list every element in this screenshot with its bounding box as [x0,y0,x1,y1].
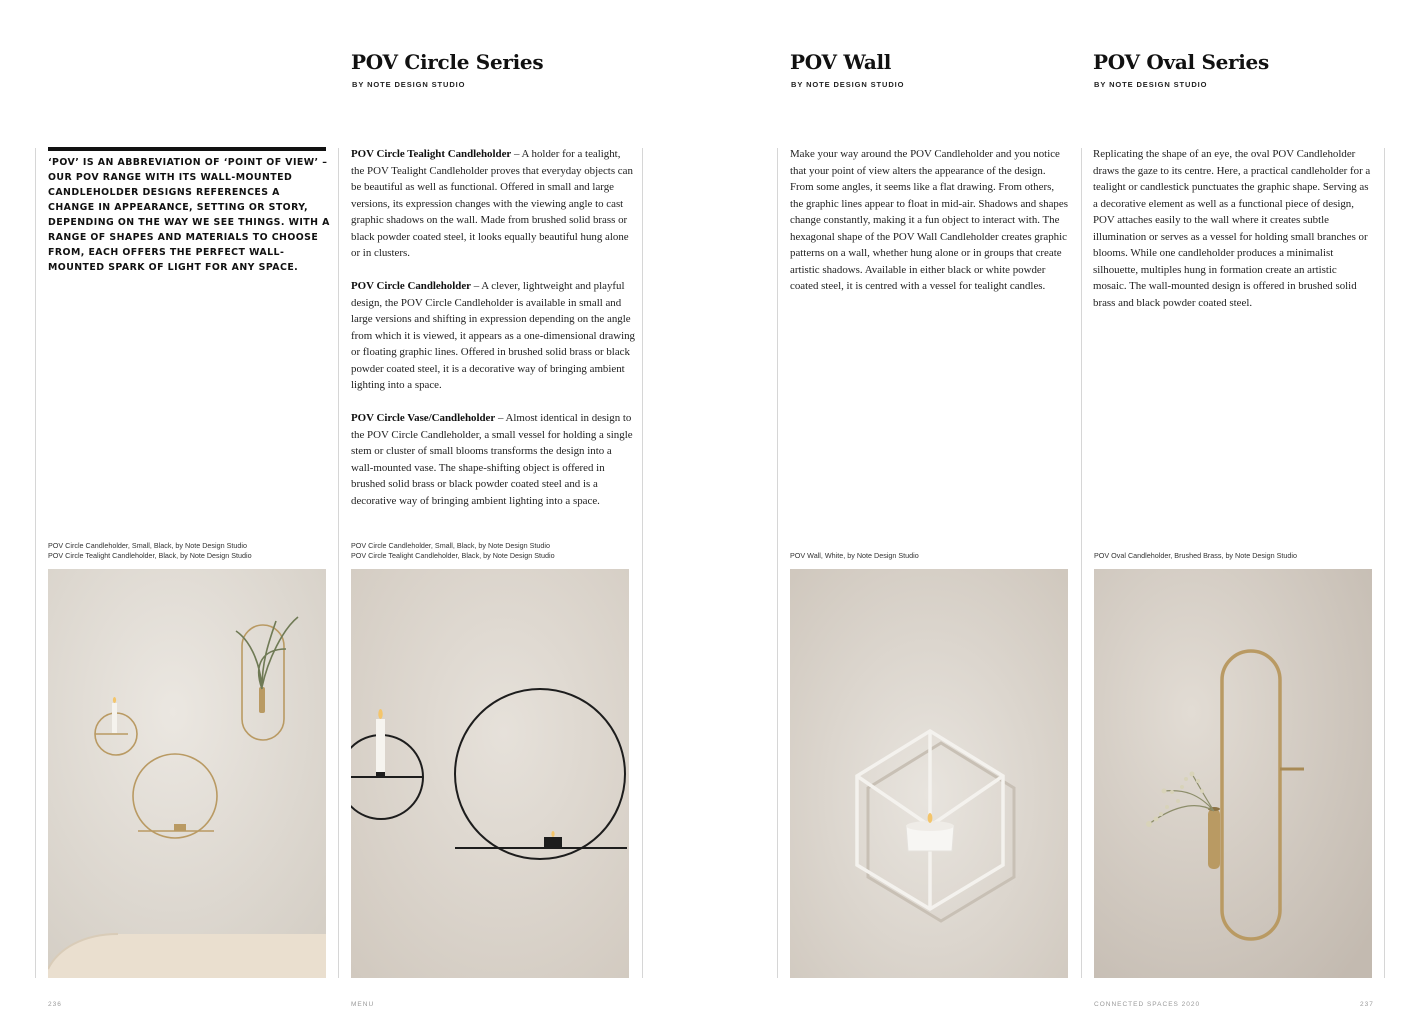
photo-white-pov-wall [790,569,1068,978]
photo-caption [48,541,252,561]
paragraph-label: POV Circle Candleholder [351,280,471,292]
paragraph [351,146,636,262]
circle-series-byline: BY NOTE DESIGN STUDIO [352,80,466,89]
wall-byline: BY NOTE DESIGN STUDIO [791,80,905,89]
circle-series-title: POV Circle Series [351,50,544,74]
page-number-right: 237 [1360,1001,1374,1008]
footer-publication: CONNECTED SPACES 2020 [1094,1001,1201,1008]
photo-black-circle-candleholders [351,569,629,978]
paragraph [351,278,636,394]
paragraph-text: – A holder for a tealight, the POV Tealight Candleholder proves that everyday objects can be beautiful as well as functional. Offered in small and large versions, its expression changes with the viewing angle to cast graphic shadows on the wall. Made from brushed solid brass or black powder coated steel, it looks equally beautiful hung alone or in clusters. [351,148,633,259]
column-divider [1384,148,1385,978]
caption-line: POV Circle Tealight Candleholder, Black, by Note Design Studio [48,551,252,560]
caption-line: POV Circle Tealight Candleholder, Black, by Note Design Studio [351,551,555,560]
paragraph-text: – Almost identical in design to the POV Circle Candleholder, a small vessel for holding a single stem or cluster of small blooms transforms the design into a wall-mounted vase. The shape-shifting object is offered in brushed solid brass or black powder coated steel and is a decorative way of bringing ambient lighting into a space. [351,412,633,507]
column-divider [1081,148,1082,978]
paragraph-text: Make your way around the POV Candleholder and you notice that your point of view alters the appearance of the design. From some angles, it seems like a flat drawing. From others, the graphic lines appear to float in mid-air. Shadows and shapes change constantly, making it a fun object to interact with. The hexagonal shape of the POV Wall Candleholder creates graphic patterns on a wall, whether hung alone or in groups that create artistic shadows. Available in either black or white powder coated steel, it is centred with a vessel for tealight candles. [790,148,1068,292]
paragraph-text: – A clever, lightweight and playful design, the POV Circle Candleholder is available in small and large versions and shifting in expression depending on the angle from which it is viewed, it appears as a one-dimensional drawing or floating graphic lines. Offered in brushed solid brass or black powder coated steel, it is a decorative way of bringing ambient lighting into a space. [351,280,635,391]
column-divider [777,148,778,978]
oval-series-byline: BY NOTE DESIGN STUDIO [1094,80,1208,89]
oval-body [1093,146,1371,328]
wall-body [790,146,1070,311]
intro-rule [48,147,326,151]
photo-brass-circle-candleholders [48,569,326,978]
photo-caption: POV Wall, White, by Note Design Studio [790,551,919,560]
intro-text: ‘POV’ IS AN ABBREVIATION OF ‘POINT OF VIEW’ – OUR POV RANGE WITH ITS WALL-MOUNTED CANDLEHOLDER DESIGNS REFERENCES A CHANGE IN APPEARANCE, SETTING OR STORY, DEPENDING ON THE WAY WE SEE THINGS. WITH A RANGE OF SHAPES AND MATERIALS TO CHOOSE FROM, EACH OFFERS THE PERFECT WALL-MOUNTED SPARK OF LIGHT FOR ANY SPACE. [48,157,330,273]
column-divider [642,148,643,978]
paragraph-label: POV Circle Tealight Candleholder [351,148,512,160]
caption-line: POV Circle Candleholder, Small, Black, by Note Design Studio [351,541,550,550]
circle-series-body [351,146,636,526]
oval-series-title: POV Oval Series [1093,50,1269,74]
photo-caption: POV Oval Candleholder, Brushed Brass, by Note Design Studio [1094,551,1297,560]
caption-line: POV Circle Candleholder, Small, Black, by Note Design Studio [48,541,247,550]
page-number-left: 236 [48,1001,62,1008]
paragraph-label: POV Circle Vase/Candleholder [351,412,496,424]
photo-brass-oval-candleholder [1094,569,1372,978]
photo-caption [351,541,555,561]
wall-title: POV Wall [790,50,892,74]
footer-brand: MENU [351,1001,375,1008]
column-divider [338,148,339,978]
column-divider [35,148,36,978]
paragraph [351,410,636,509]
paragraph-text: Replicating the shape of an eye, the oval POV Candleholder draws the gaze to its centre. Here, a practical candleholder for a tealight or candlestick punctuates the graphic shape. Serving as a decorative element as well as a functional piece of design, POV attaches easily to the wall where it creates subtle illumination or serves as a vessel for holding small branches or blooms. While one candleholder produces a minimalist silhouette, multiples hung in formation create an artistic mosaic. The wall-mounted design is offered in brushed solid brass and black powder coated steel. [1093,148,1371,309]
